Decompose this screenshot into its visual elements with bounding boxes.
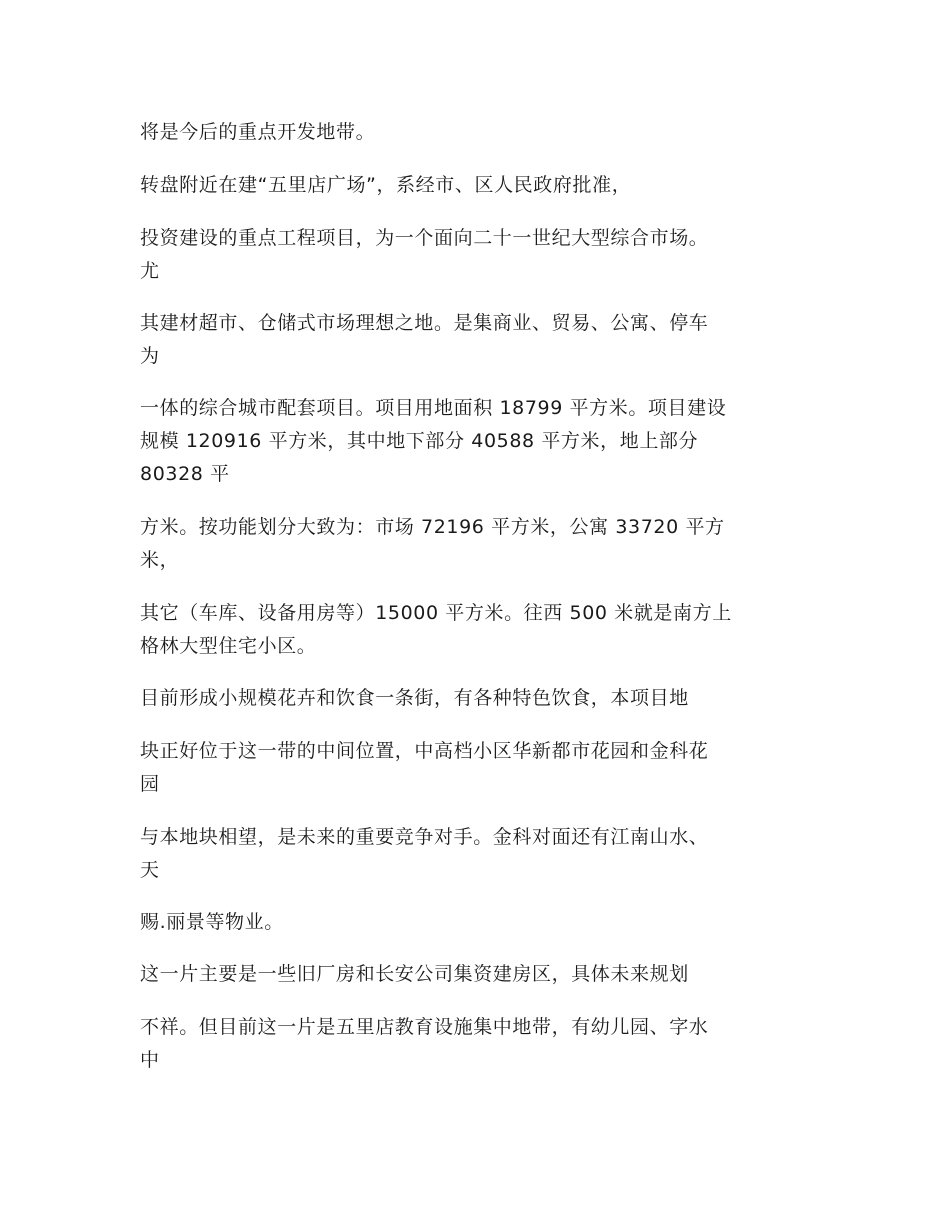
text-line: 其它（车库、设备用房等）15000 平方米。往西 500 米就是南方上 bbox=[140, 602, 732, 624]
text-line: 与本地块相望，是未来的重要竞争对手。金科对面还有江南山水、 bbox=[140, 826, 709, 848]
text-line: 尤 bbox=[140, 260, 160, 282]
text-line: 为 bbox=[140, 345, 160, 367]
text-line: 赐.丽景等物业。 bbox=[140, 911, 284, 933]
text-line: 天 bbox=[140, 859, 160, 881]
text-line: 规模 120916 平方米，其中地下部分 40588 平方米，地上部分 bbox=[140, 430, 699, 452]
text-line: 园 bbox=[140, 773, 160, 795]
text-line: 一体的综合城市配套项目。项目用地面积 18799 平方米。项目建设 bbox=[140, 397, 727, 419]
text-line: 其建材超市、仓储式市场理想之地。是集商业、贸易、公寓、停车 bbox=[140, 312, 709, 334]
text-line: 转盘附近在建“五里店广场”，系经市、区人民政府批准， bbox=[140, 174, 632, 196]
text-line: 中 bbox=[140, 1049, 160, 1071]
text-line: 块正好位于这一带的中间位置，中高档小区华新都市花园和金科花 bbox=[140, 740, 709, 762]
text-line: 投资建设的重点工程项目，为一个面向二十一世纪大型综合市场。 bbox=[140, 227, 709, 249]
text-line: 80328 平 bbox=[140, 463, 230, 485]
text-line: 不祥。但目前这一片是五里店教育设施集中地带，有幼儿园、字水 bbox=[140, 1016, 709, 1038]
text-line: 目前形成小规模花卉和饮食一条街，有各种特色饮食，本项目地 bbox=[140, 687, 689, 709]
text-line: 这一片主要是一些旧厂房和长安公司集资建房区，具体未来规划 bbox=[140, 963, 689, 985]
text-line: 格林大型住宅小区。 bbox=[140, 635, 317, 657]
text-line: 将是今后的重点开发地带。 bbox=[140, 121, 376, 143]
text-line: 米， bbox=[140, 549, 180, 571]
text-line: 方米。按功能划分大致为：市场 72196 平方米，公寓 33720 平方 bbox=[140, 516, 725, 538]
